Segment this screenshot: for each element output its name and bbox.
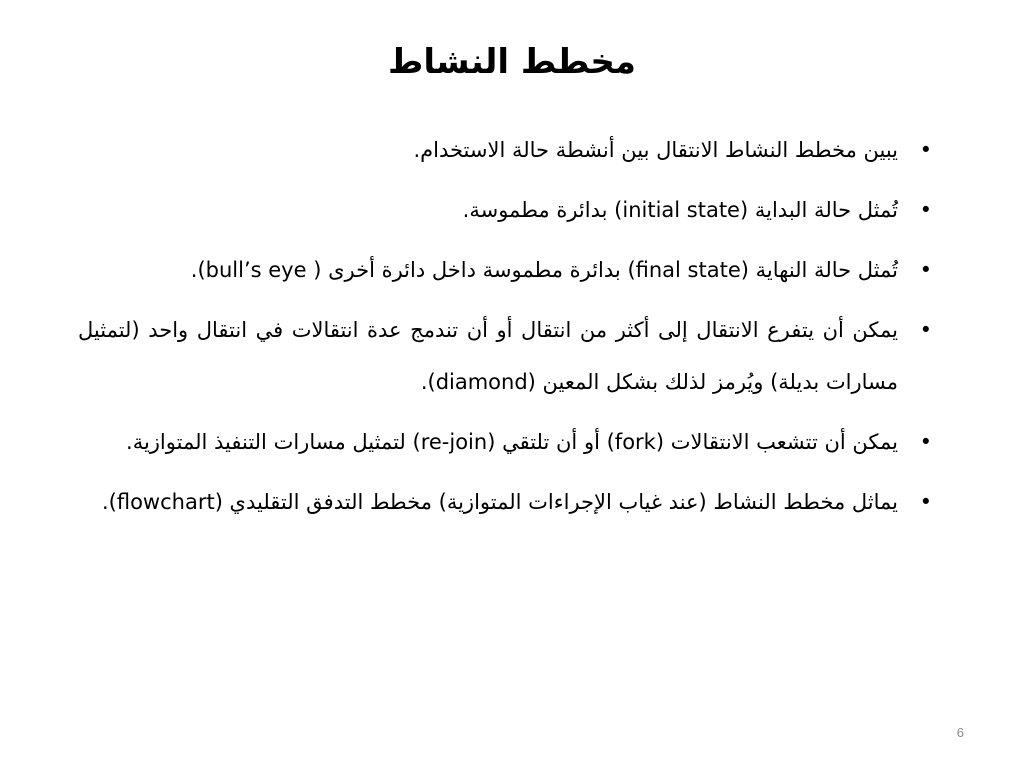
list-item — [78, 124, 932, 176]
bullet-list — [78, 124, 932, 536]
bullet-text: تُمثل حالة البداية (initial state) بدائرة مطموسة. — [462, 198, 898, 222]
list-item — [78, 476, 932, 528]
slide-title: مخطط النشاط — [388, 42, 636, 82]
bullet-text: يماثل مخطط النشاط (عند غياب الإجراءات المتوازية) مخطط التدفق التقليدي (flowchart). — [101, 490, 898, 514]
bullet-text: يمكن أن تتشعب الانتقالات (fork) أو أن تلتقي (re-join) لتمثيل مسارات التنفيذ المتوازية. — [126, 430, 898, 454]
page-number: 6 — [956, 725, 964, 740]
list-item — [78, 416, 932, 468]
bullet-text: تُمثل حالة النهاية (final state) بدائرة مطموسة داخل دائرة أخرى ( bull’s eye). — [190, 258, 898, 282]
list-item — [78, 304, 932, 408]
list-item — [78, 184, 932, 236]
bullet-icon: • — [919, 198, 932, 222]
bullet-icon: • — [919, 430, 932, 454]
bullet-icon: • — [919, 490, 932, 514]
bullet-text: يبين مخطط النشاط الانتقال بين أنشطة حالة الاستخدام. — [413, 138, 898, 162]
bullet-icon: • — [919, 138, 932, 162]
bullet-text: يمكن أن يتفرع الانتقال إلى أكثر من انتقال أو أن تندمج عدة انتقالات في انتقال واحد (لتمثيل مسارات بديلة) ويُرمز لذلك بشكل المعين (diamond). — [78, 318, 898, 394]
list-item — [78, 244, 932, 296]
bullet-icon: • — [919, 318, 932, 342]
bullet-icon: • — [919, 258, 932, 282]
